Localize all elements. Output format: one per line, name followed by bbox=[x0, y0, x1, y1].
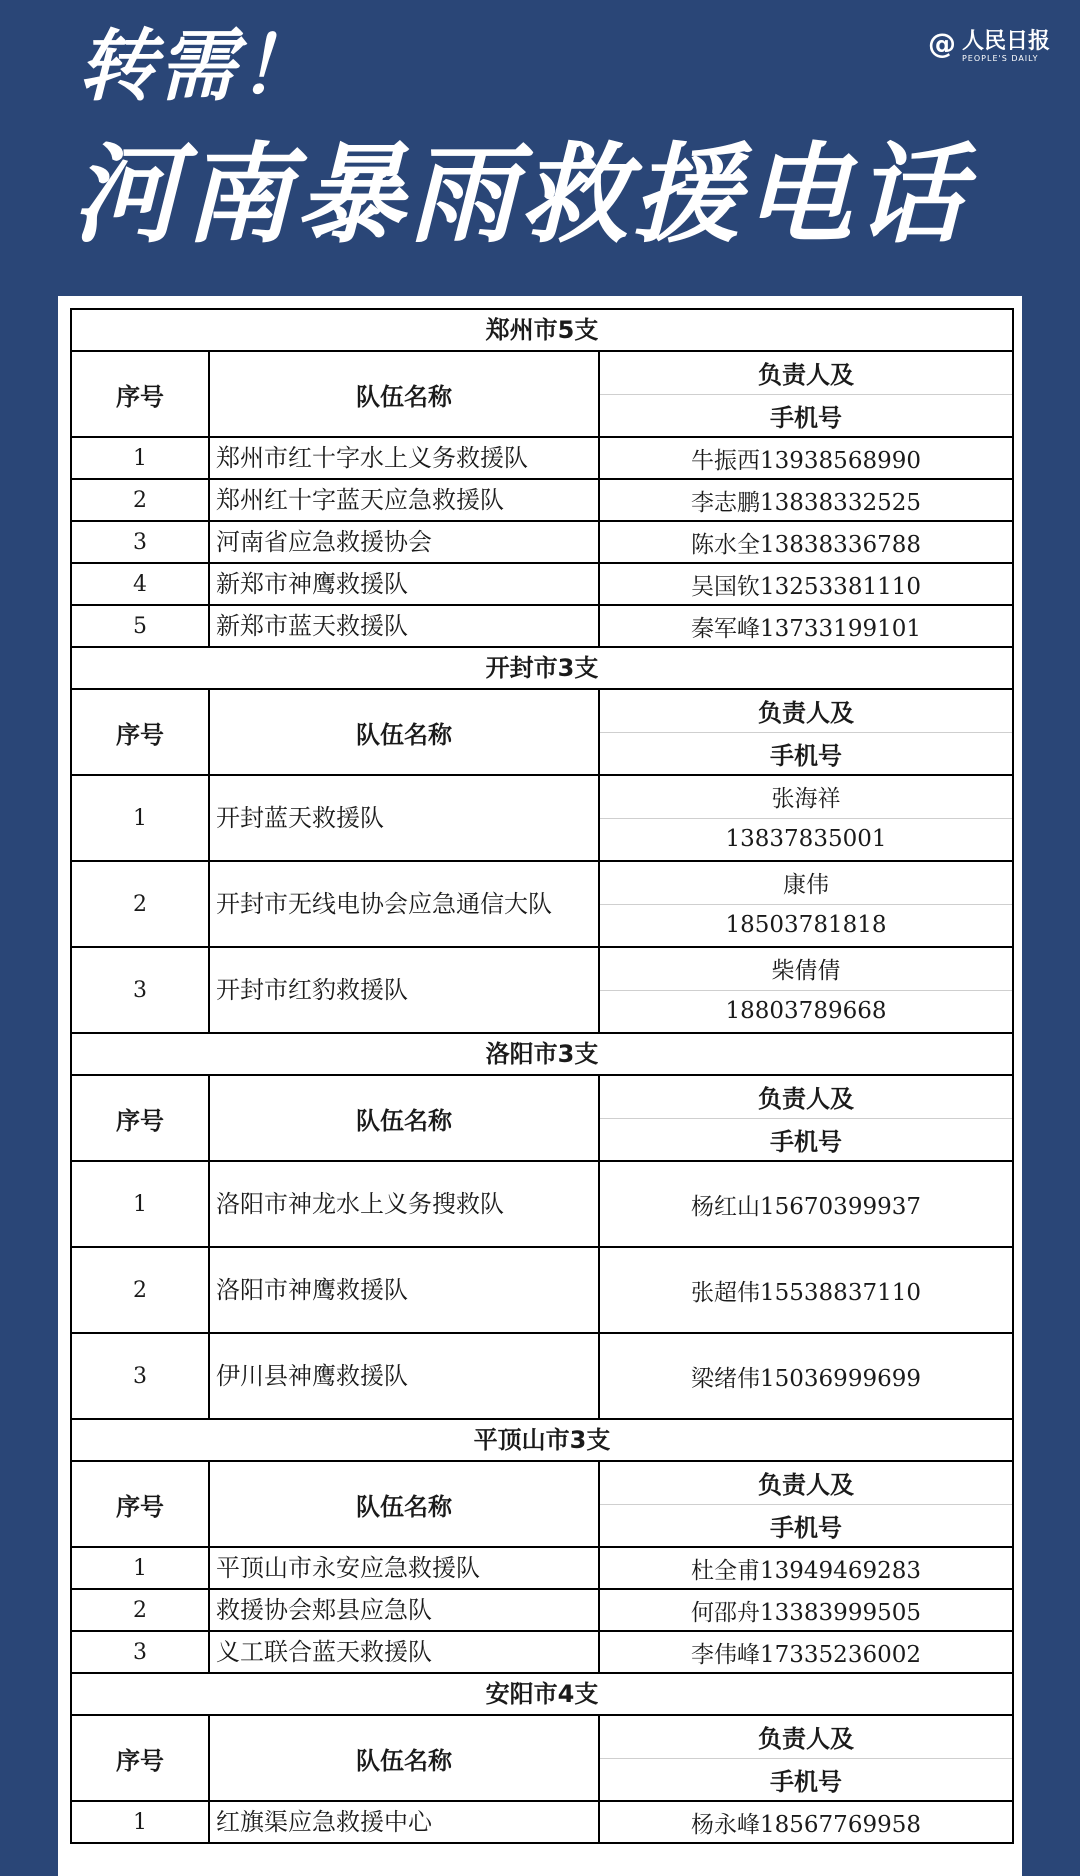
row-index: 2 bbox=[72, 1248, 210, 1332]
row-index: 2 bbox=[72, 480, 210, 520]
row-index: 1 bbox=[72, 1548, 210, 1588]
table-row bbox=[72, 1162, 1012, 1248]
header-contact-line1: 负责人及 bbox=[600, 1716, 1012, 1759]
title-line2: 河南暴雨救援电话 bbox=[72, 133, 969, 258]
row-team: 洛阳市神鹰救援队 bbox=[210, 1248, 600, 1332]
header-contact-line2: 手机号 bbox=[770, 1127, 842, 1156]
row-contact: 牛振西13938568990 bbox=[691, 447, 921, 474]
row-contact bbox=[600, 862, 1012, 946]
rescue-table bbox=[70, 308, 1014, 1844]
row-contact: 杨红山15670399937 bbox=[691, 1193, 921, 1220]
row-index: 3 bbox=[72, 522, 210, 562]
header-index: 序号 bbox=[72, 690, 210, 774]
row-person: 康伟 bbox=[600, 862, 1012, 905]
row-index: 5 bbox=[72, 606, 210, 646]
row-contact: 秦军峰13733199101 bbox=[691, 615, 921, 642]
document-paper bbox=[58, 296, 1022, 1876]
row-index: 3 bbox=[72, 948, 210, 1032]
row-index: 3 bbox=[72, 1334, 210, 1418]
table-row bbox=[72, 606, 1012, 648]
header-contact bbox=[600, 1462, 1012, 1546]
header-index: 序号 bbox=[72, 1716, 210, 1800]
row-team: 伊川县神鹰救援队 bbox=[210, 1334, 600, 1418]
row-contact: 杨永峰18567769958 bbox=[691, 1811, 921, 1838]
section-title-pingdingshan: 平顶山市3支 bbox=[72, 1420, 1012, 1462]
table-row bbox=[72, 1548, 1012, 1590]
row-team: 义工联合蓝天救援队 bbox=[210, 1632, 600, 1672]
header-contact-line1: 负责人及 bbox=[600, 1462, 1012, 1505]
row-index: 2 bbox=[72, 862, 210, 946]
table-row bbox=[72, 948, 1012, 1034]
header-contact-line2: 手机号 bbox=[770, 403, 842, 432]
section-title-anyang: 安阳市4支 bbox=[72, 1674, 1012, 1716]
header-contact-line1: 负责人及 bbox=[600, 1076, 1012, 1119]
table-row bbox=[72, 480, 1012, 522]
table-row bbox=[72, 1590, 1012, 1632]
logo-sub: PEOPLE'S DAILY bbox=[961, 54, 1039, 64]
row-phone: 18503781818 bbox=[725, 912, 887, 939]
table-row bbox=[72, 1248, 1012, 1334]
row-contact bbox=[600, 948, 1012, 1032]
logo-name: 人民日报 bbox=[961, 29, 1050, 54]
row-person: 张海祥 bbox=[600, 776, 1012, 819]
row-index: 4 bbox=[72, 564, 210, 604]
row-phone: 18803789668 bbox=[725, 998, 887, 1025]
row-contact bbox=[600, 776, 1012, 860]
header-contact bbox=[600, 1716, 1012, 1800]
row-team: 河南省应急救援协会 bbox=[210, 522, 600, 562]
section-title-zhengzhou: 郑州市5支 bbox=[72, 310, 1012, 352]
table-header bbox=[72, 352, 1012, 438]
row-index: 1 bbox=[72, 438, 210, 478]
row-contact: 李志鹏13838332525 bbox=[691, 489, 921, 516]
table-header bbox=[72, 1716, 1012, 1802]
row-team: 救援协会郏县应急队 bbox=[210, 1590, 600, 1630]
row-index: 3 bbox=[72, 1632, 210, 1672]
row-team: 洛阳市神龙水上义务搜救队 bbox=[210, 1162, 600, 1246]
table-header bbox=[72, 1076, 1012, 1162]
header-contact-line1: 负责人及 bbox=[600, 352, 1012, 395]
header-contact-line2: 手机号 bbox=[770, 1767, 842, 1796]
section-title-luoyang: 洛阳市3支 bbox=[72, 1034, 1012, 1076]
row-contact: 吴国钦13253381110 bbox=[691, 573, 921, 600]
row-contact: 李伟峰17335236002 bbox=[691, 1641, 921, 1668]
row-team: 平顶山市永安应急救援队 bbox=[210, 1548, 600, 1588]
row-index: 1 bbox=[72, 1802, 210, 1842]
header-contact bbox=[600, 1076, 1012, 1160]
row-team: 郑州市红十字水上义务救援队 bbox=[210, 438, 600, 478]
header-index: 序号 bbox=[72, 352, 210, 436]
header-index: 序号 bbox=[72, 1076, 210, 1160]
row-index: 1 bbox=[72, 1162, 210, 1246]
header-contact-line1: 负责人及 bbox=[600, 690, 1012, 733]
row-team: 开封市无线电协会应急通信大队 bbox=[210, 862, 600, 946]
row-contact: 杜全甫13949469283 bbox=[691, 1557, 921, 1584]
table-row bbox=[72, 564, 1012, 606]
people-daily-logo bbox=[927, 27, 1050, 64]
table-row bbox=[72, 1632, 1012, 1674]
row-team: 新郑市神鹰救援队 bbox=[210, 564, 600, 604]
row-index: 2 bbox=[72, 1590, 210, 1630]
row-team: 开封蓝天救援队 bbox=[210, 776, 600, 860]
table-row bbox=[72, 438, 1012, 480]
row-index: 1 bbox=[72, 776, 210, 860]
row-phone: 13837835001 bbox=[725, 826, 887, 853]
table-header bbox=[72, 690, 1012, 776]
row-person: 柴倩倩 bbox=[600, 948, 1012, 991]
header-team: 队伍名称 bbox=[210, 352, 600, 436]
table-row bbox=[72, 522, 1012, 564]
row-team: 开封市红豹救援队 bbox=[210, 948, 600, 1032]
row-contact: 何邵舟13383999505 bbox=[691, 1599, 921, 1626]
header-contact-line2: 手机号 bbox=[770, 1513, 842, 1542]
table-row bbox=[72, 862, 1012, 948]
row-contact: 梁绪伟15036999699 bbox=[691, 1365, 921, 1392]
title-line1: 转需！ bbox=[78, 22, 319, 112]
table-row bbox=[72, 776, 1012, 862]
section-title-kaifeng: 开封市3支 bbox=[72, 648, 1012, 690]
header-contact bbox=[600, 690, 1012, 774]
weibo-at-icon: @ bbox=[927, 27, 956, 60]
row-team: 新郑市蓝天救援队 bbox=[210, 606, 600, 646]
table-header bbox=[72, 1462, 1012, 1548]
header-banner bbox=[0, 0, 1080, 290]
row-contact: 张超伟15538837110 bbox=[691, 1279, 921, 1306]
row-team: 红旗渠应急救援中心 bbox=[210, 1802, 600, 1842]
header-team: 队伍名称 bbox=[210, 1716, 600, 1800]
row-team: 郑州红十字蓝天应急救援队 bbox=[210, 480, 600, 520]
table-row bbox=[72, 1334, 1012, 1420]
header-team: 队伍名称 bbox=[210, 690, 600, 774]
header-contact-line2: 手机号 bbox=[770, 741, 842, 770]
row-contact: 陈水全13838336788 bbox=[691, 531, 921, 558]
header-index: 序号 bbox=[72, 1462, 210, 1546]
header-team: 队伍名称 bbox=[210, 1076, 600, 1160]
table-row bbox=[72, 1802, 1012, 1844]
header-team: 队伍名称 bbox=[210, 1462, 600, 1546]
header-contact bbox=[600, 352, 1012, 436]
